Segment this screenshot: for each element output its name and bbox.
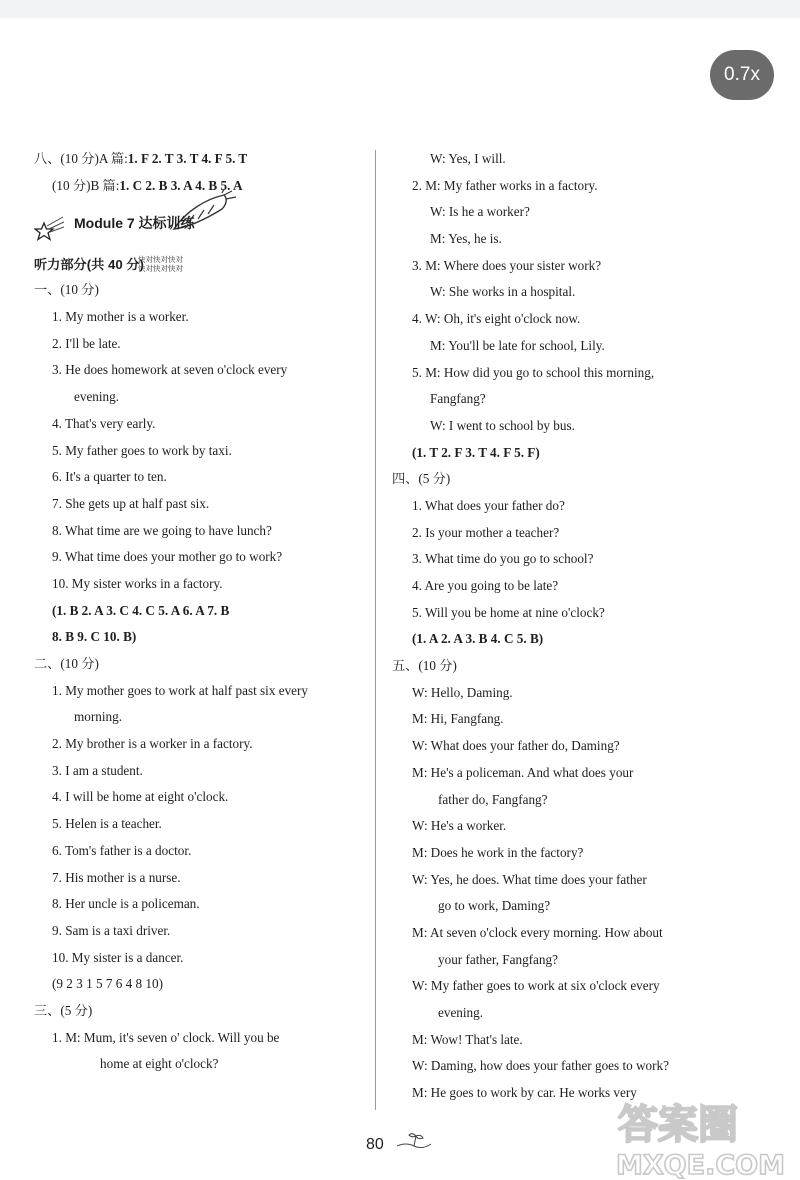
module-title: Module 7 达标训练 (74, 215, 195, 232)
dialog-line: father do, Fangfang? (438, 791, 548, 807)
list-item: 7. She gets up at half past six. (52, 495, 210, 511)
dialog-line: M: He goes to work by car. He works very (412, 1085, 637, 1101)
column-divider (375, 150, 376, 1110)
svg-text:答案圈: 答案圈 (618, 1102, 738, 1148)
list-item: 10. My sister works in a factory. (52, 575, 223, 591)
dialog-line: Fangfang? (430, 391, 486, 407)
dialog-line: go to work, Daming? (438, 898, 551, 914)
list-item: 1. What does your father do? (412, 497, 565, 513)
list-item: 5. My father goes to work by taxi. (52, 442, 232, 458)
dialog-line: W: Hello, Daming. (412, 684, 513, 700)
dialog-line: M: Hi, Fangfang. (412, 711, 504, 727)
section-two-answers: (9 2 3 1 5 7 6 4 8 10) (52, 976, 163, 992)
list-item: 3. What time do you go to school? (412, 551, 594, 567)
dialog-line: M: You'll be late for school, Lily. (430, 337, 605, 353)
list-item: evening. (74, 389, 120, 405)
dialog-line: M: Wow! That's late. (412, 1031, 523, 1047)
svg-text:MXQE.COM: MXQE.COM (616, 1150, 785, 1180)
section-five-header: 五、(10 分) (392, 658, 457, 674)
list-item: 6. Tom's father is a doctor. (52, 842, 192, 858)
list-item: 5. Helen is a teacher. (52, 816, 162, 832)
section-three-answers: (1. T 2. F 3. T 4. F 5. F) (412, 444, 540, 460)
section-one-answers: (1. B 2. A 3. C 4. C 5. A 6. A 7. B (52, 602, 230, 618)
module-heading (34, 199, 368, 253)
list-item: 3. I am a student. (52, 762, 143, 778)
list-item: 3. He does homework at seven o'clock every (52, 362, 288, 378)
listening-label-row: 听力部分(共 40 分) 快对快对快对 快对快对快对 (34, 255, 183, 274)
list-item: 2. Is your mother a teacher? (412, 524, 560, 540)
shooting-star-icon (34, 215, 64, 245)
section-one-header: 一、(10 分) (34, 282, 99, 298)
left-column (34, 146, 368, 1078)
list-item: 4. I will be home at eight o'clock. (52, 789, 229, 805)
list-item: morning. (74, 709, 122, 725)
section-three-header: 三、(5 分) (34, 1002, 93, 1018)
playback-speed-button[interactable]: 0.7x (710, 50, 774, 100)
dialog-line: M: Yes, he is. (430, 231, 502, 247)
dialog-line: W: Is he a worker? (430, 204, 530, 220)
dialog-line: evening. (438, 1005, 484, 1020)
dialog-line: 3. M: Where does your sister work? (412, 257, 602, 273)
dialog-line: M: At seven o'clock every morning. How about (412, 924, 663, 940)
list-item: 7. His mother is a nurse. (52, 869, 181, 885)
dialog-line: W: My father goes to work at six o'clock every (412, 978, 660, 994)
section-one-answers-cont: 8. B 9. C 10. B) (52, 629, 137, 645)
dialog-line: your father, Fangfang? (438, 951, 558, 967)
list-item: 8. Her uncle is a policeman. (52, 896, 200, 912)
list-item: 2. I'll be late. (52, 335, 121, 351)
dialog-line: W: Yes, I will. (430, 151, 506, 166)
dialog-line: W: Daming, how does your father goes to work? (412, 1058, 669, 1074)
section-two-header: 二、(10 分) (34, 656, 99, 671)
listening-note: 快对快对快对 快对快对快对 (138, 255, 183, 274)
sprout-decoration-icon (396, 1132, 432, 1154)
list-item: 2. My brother is a worker in a factory. (52, 736, 253, 752)
list-item: 10. My sister is a dancer. (52, 949, 184, 965)
dialog-line: W: What does your father do, Daming? (412, 738, 620, 754)
dialog-line: W: Yes, he does. What time does your father (412, 871, 647, 887)
dialog-line: W: He's a worker. (412, 818, 507, 834)
list-item: 9. Sam is a taxi driver. (52, 922, 171, 938)
dialog-line: 2. M: My father works in a factory. (412, 177, 598, 193)
list-item: 1. My mother goes to work at half past six every (52, 682, 309, 698)
right-column (392, 146, 732, 1107)
list-item: 6. It's a quarter to ten. (52, 469, 167, 485)
section-eight-a: 八、(10 分)A 篇:1. F 2. T 3. T 4. F 5. T (34, 151, 248, 166)
list-item: 8. What time are we going to have lunch? (52, 522, 272, 538)
section-four-header: 四、(5 分) (392, 471, 451, 487)
section-eight-b: (10 分)B 篇:1. C 2. B 3. A 4. B 5. A (52, 177, 243, 193)
list-item: 1. M: Mum, it's seven o' clock. Will you be (52, 1029, 280, 1045)
list-item: 5. Will you be home at nine o'clock? (412, 604, 605, 620)
dialog-line: 5. M: How did you go to school this morning, (412, 364, 655, 380)
watermark-logo (610, 1088, 800, 1180)
top-bar (0, 0, 800, 18)
list-item: 4. That's very early. (52, 415, 156, 431)
dialog-line: M: He's a policeman. And what does your (412, 764, 634, 780)
list-item: home at eight o'clock? (100, 1056, 219, 1072)
list-item: 9. What time does your mother go to work? (52, 549, 283, 565)
dialog-line: M: Does he work in the factory? (412, 844, 584, 860)
page-number: 80 (366, 1136, 384, 1153)
dialog-line: W: She works in a hospital. (430, 284, 576, 300)
dialog-line: W: I went to school by bus. (430, 417, 575, 433)
section-four-answers: (1. A 2. A 3. B 4. C 5. B) (412, 631, 544, 647)
list-item: 4. Are you going to be late? (412, 578, 559, 593)
dialog-line: 4. W: Oh, it's eight o'clock now. (412, 311, 581, 327)
list-item: 1. My mother is a worker. (52, 309, 189, 325)
